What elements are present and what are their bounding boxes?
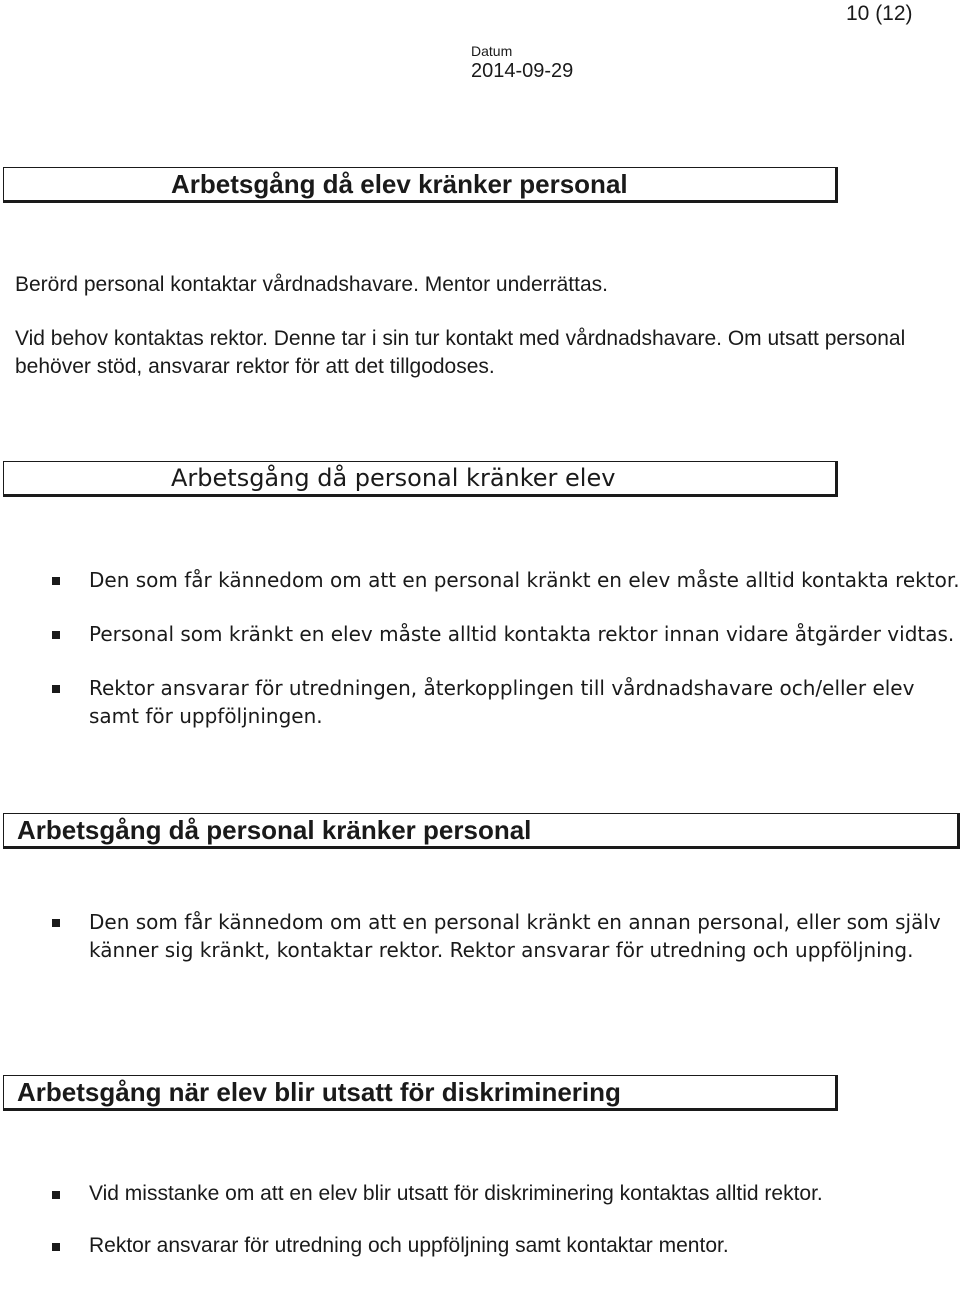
date-value: 2014-09-29 (471, 60, 574, 82)
section-heading: Arbetsgång när elev blir utsatt för diskriminering (17, 1077, 621, 1107)
list-item (0, 1180, 960, 1208)
section-heading-box (3, 813, 960, 849)
bullet-square-icon (52, 919, 60, 927)
list-item-text: Personal som kränkt en elev måste alltid kontakta rektor innan vidare åtgärder vidtas. (89, 622, 955, 646)
date-label: Datum (471, 43, 513, 59)
bullet-list (0, 566, 960, 756)
list-item (0, 566, 960, 594)
bullet-square-icon (52, 631, 60, 639)
list-item-text: Den som får kännedom om att en personal kränkt en elev måste alltid kontakta rektor. (89, 568, 960, 592)
section-heading-box (3, 461, 838, 497)
section-heading: Arbetsgång då personal kränker personal (17, 815, 532, 845)
list-item-text: Rektor ansvarar för utredning och uppföljning samt kontaktar mentor. (89, 1234, 729, 1257)
section-heading: Arbetsgång då elev kränker personal (171, 169, 628, 199)
page-number: 10 (12) (846, 2, 913, 25)
bullet-list (0, 1180, 960, 1284)
bullet-list (0, 908, 960, 964)
bullet-square-icon (52, 1243, 60, 1251)
bullet-square-icon (52, 685, 60, 693)
list-item-text: Rektor ansvarar för utredningen, återkopplingen till vårdnadshavare och/eller elev samt för uppföljningen. (89, 676, 915, 728)
list-item-text: Den som får kännedom om att en personal kränkt en annan personal, eller som själv känner sig kränkt, kontaktar rektor. Rektor ansvarar för utredning och uppföljning. (89, 910, 941, 962)
section-heading: Arbetsgång då personal kränker elev (171, 464, 616, 492)
list-item (0, 1232, 960, 1260)
list-item (0, 620, 960, 648)
list-item (0, 674, 960, 730)
paragraph: Berörd personal kontaktar vårdnadshavare. Mentor underrättas. (15, 273, 608, 296)
list-item-text: Vid misstanke om att en elev blir utsatt för diskriminering kontaktas alltid rektor. (89, 1182, 823, 1205)
bullet-square-icon (52, 577, 60, 585)
section-heading-box (3, 1075, 838, 1111)
bullet-square-icon (52, 1191, 60, 1199)
section-heading-box (3, 167, 838, 203)
list-item (0, 908, 960, 964)
paragraph: Vid behov kontaktas rektor. Denne tar i sin tur kontakt med vårdnadshavare. Om utsatt personal behöver stöd, ansvarar rektor för att det tillgodoses. (15, 327, 906, 378)
